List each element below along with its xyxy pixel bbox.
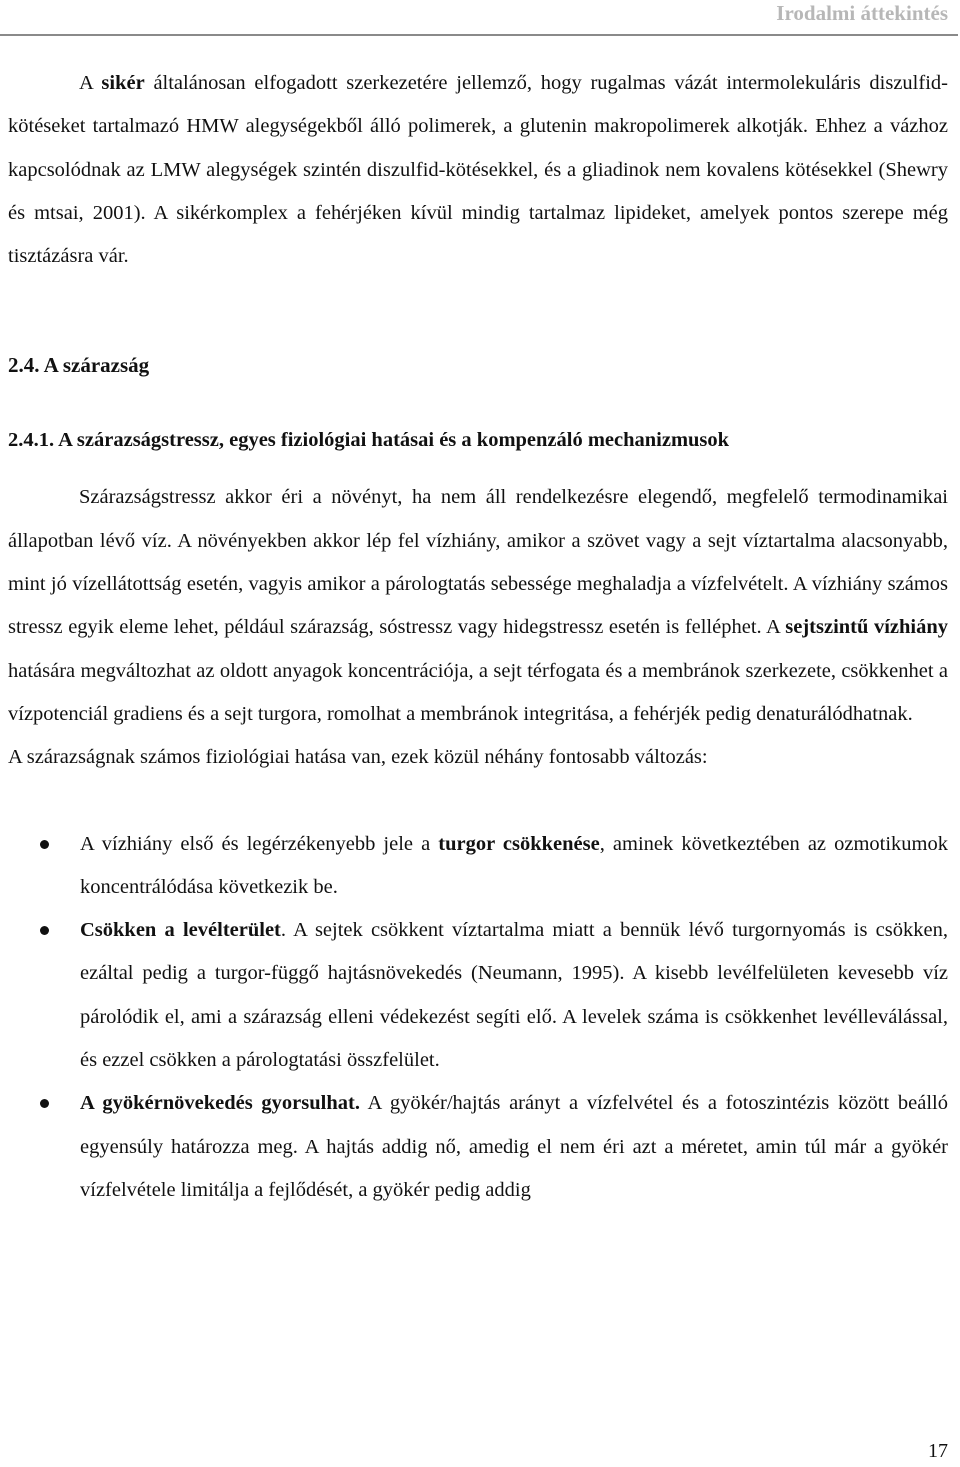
intro-bold-term: sikér	[101, 72, 145, 94]
drought-text-rest: hatására megváltozhat az oldott anyagok koncentrációja, a sejt térfogata és a membránok szerkezete, csökkenhet a vízpotenciál gradiens és a sejt turgora, romolhat a membránok integritása, a fehérjék pedig denaturálódhatnak.	[8, 659, 948, 725]
intro-text-start: A	[79, 72, 102, 94]
bullet-icon	[40, 1099, 49, 1108]
bullet-icon	[40, 926, 49, 935]
running-header: Irodalmi áttekintés	[776, 1, 948, 25]
page-number: 17	[928, 1440, 948, 1462]
page-body	[8, 62, 948, 1212]
subsection-heading: 2.4.1. A szárazságstressz, egyes fiziológiai hatásai és a kompenzáló mechanizmusok	[8, 429, 730, 452]
header-divider	[0, 34, 958, 36]
drought-paragraph	[8, 476, 948, 736]
intro-text-rest: általánosan elfogadott szerkezetére jellemző, hogy rugalmas vázát intermolekuláris diszulfid-kötéseket tartalmazó HMW alegységekből álló polimerek, a glutenin makropolimerek alkotják. Ehhez a vázhoz kapcsolódnak az LMW alegységek szintén diszulfid-kötésekkel, és a gliadinok nem kovalens kötésekkel (Shewry és mtsai, 2001). A sikérkomplex a fehérjéken kívül mindig tartalmaz lipideket, amelyek pontos szerepe még tisztázásra vár.	[8, 72, 948, 268]
effects-list	[8, 823, 948, 1213]
section-heading: 2.4. A szárazság	[8, 353, 150, 378]
bullet-icon	[40, 840, 49, 849]
effects-intro: A szárazságnak számos fiziológiai hatása van, ezek közül néhány fontosabb változás:	[8, 746, 708, 769]
list-item: A gyökérnövekedés gyorsulhat. A gyökér/hajtás arányt a vízfelvétel és a fotoszintézis között beálló egyensúly határozza meg. A hajtás addig nő, amedig el nem éri azt a méretet, amin túl már a gyökér vízfelvétele limitálja a fejlődését, a gyökér pedig addig	[8, 1082, 948, 1212]
list-item: A vízhiány első és legérzékenyebb jele a turgor csökkenése, aminek következtében az ozmotikumok koncentrálódása következik be.	[8, 823, 948, 910]
drought-text-start: Szárazságstressz akkor éri a növényt, ha nem áll rendelkezésre elegendő, megfelelő termodinamikai állapotban lévő víz. A növényekben akkor lép fel vízhiány, amikor a szövet vagy a sejt víztartalma alacsonyabb, mint jó vízellátottság esetén, vagyis amikor a párologtatás sebessége meghaladja a vízfelvételt. A vízhiány számos stressz egyik eleme lehet, például szárazság, sóstressz vagy hidegstressz esetén is felléphet. A	[8, 486, 948, 639]
list-item-bold: A gyökérnövekedés gyorsulhat.	[80, 1092, 360, 1115]
list-item-bold: Csökken a levélterület	[80, 919, 281, 942]
list-item: Csökken a levélterület. A sejtek csökkent víztartalma miatt a bennük lévő turgornyomás is csökken, ezáltal pedig a turgor-függő hajtásnövekedés (Neumann, 1995). A kisebb levélfelületen kevesebb víz párolódik el, ami a szárazság elleni védekezést segíti elő. A levelek száma is csökkenhet levélleválással, és ezzel csökken a párologtatási összfelület.	[8, 909, 948, 1082]
list-item-bold: turgor csökkenése	[438, 832, 600, 855]
drought-bold-term: sejtszintű vízhiány	[785, 616, 948, 639]
intro-paragraph	[8, 62, 948, 278]
